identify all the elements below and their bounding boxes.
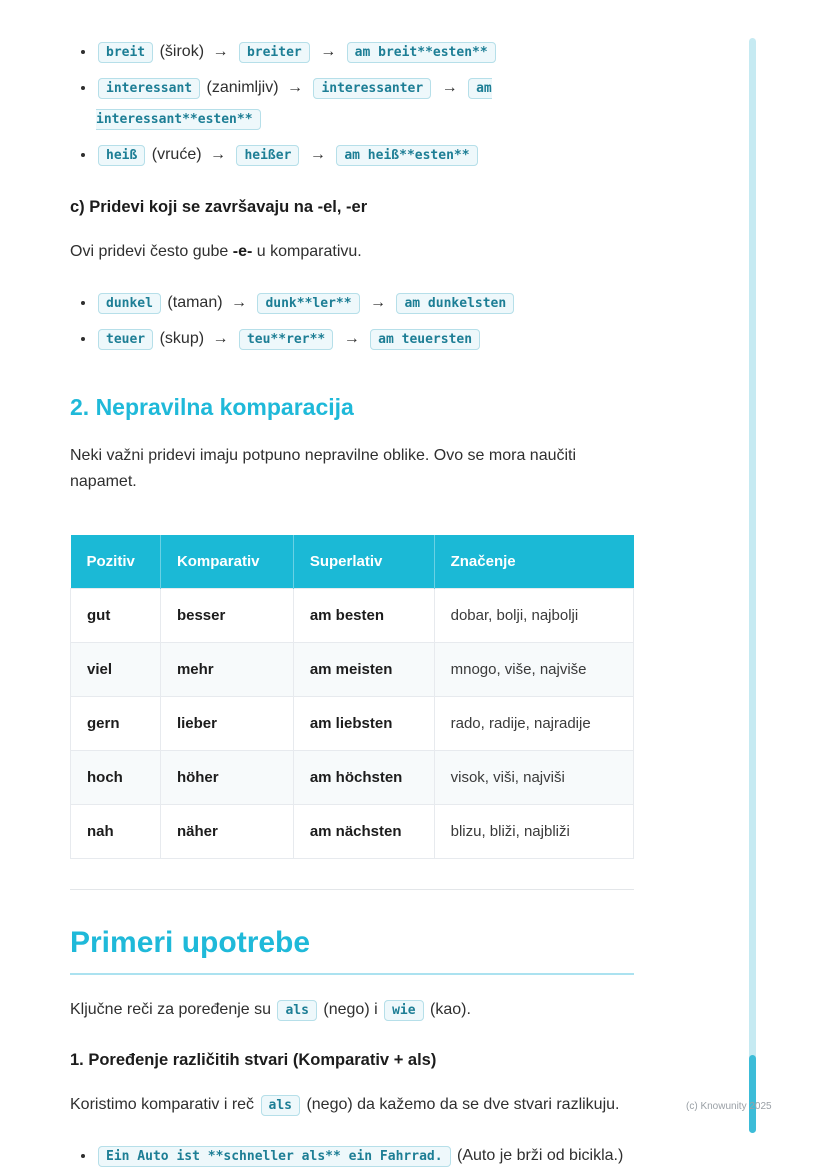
- translation-text: (taman): [167, 294, 223, 311]
- superlative-examples-list: [70, 36, 634, 170]
- table-cell: blizu, bliži, najbliži: [434, 805, 633, 859]
- arrow-text: →: [441, 79, 458, 96]
- table-cell: hoch: [71, 751, 161, 805]
- arrow-text: →: [320, 43, 337, 60]
- text-segment: u komparativu.: [256, 243, 362, 260]
- knowunity-watermark: (c) Knowunity 2025: [686, 1101, 772, 1112]
- table-cell: am meisten: [293, 643, 434, 697]
- column-header: Komparativ: [160, 535, 293, 589]
- translation-text: (vruće): [151, 146, 202, 163]
- inline-code: teuer: [98, 329, 153, 350]
- table-body: [71, 589, 634, 859]
- inline-code: am heiß**esten**: [336, 145, 477, 166]
- inline-code: interessanter: [313, 78, 431, 99]
- translation-text: (zanimljiv): [206, 79, 279, 96]
- arrow-text: →: [210, 146, 226, 163]
- text-segment: Ovi pridevi često gube: [70, 243, 229, 260]
- arrow-text: →: [343, 330, 360, 347]
- inline-code: wie: [384, 1000, 423, 1021]
- arrow-text: →: [231, 294, 247, 311]
- column-header: Značenje: [434, 535, 633, 589]
- table-row: [71, 643, 634, 697]
- document-content: [70, 0, 634, 1171]
- arrow-text: →: [212, 330, 229, 347]
- table-cell: besser: [160, 589, 293, 643]
- translation-text: (Auto je brži od bicikla.): [457, 1147, 624, 1164]
- column-header: Pozitiv: [71, 535, 161, 589]
- inline-code: interessant: [98, 78, 200, 99]
- inline-code: breit: [98, 42, 153, 63]
- arrow-text: →: [212, 43, 229, 60]
- scrollbar-thumb[interactable]: [749, 1055, 756, 1133]
- bold-text: -e-: [232, 243, 253, 260]
- arrow-text: →: [287, 79, 303, 96]
- inline-code: breiter: [239, 42, 310, 63]
- inline-code: am interessant**esten**: [96, 78, 492, 130]
- text-segment: (nego) da kažemo da se dve stvari razlikuju.: [306, 1096, 620, 1113]
- list-item: [96, 323, 634, 354]
- inline-code: teu**rer**: [239, 329, 333, 350]
- table-cell: visok, viši, najviši: [434, 751, 633, 805]
- table-cell: dobar, bolji, najbolji: [434, 589, 633, 643]
- el-er-examples-list: [70, 287, 634, 354]
- table-cell: viel: [71, 643, 161, 697]
- table-row: [71, 589, 634, 643]
- table-cell: rado, radije, najradije: [434, 697, 633, 751]
- table-cell: mnogo, više, najviše: [434, 643, 633, 697]
- list-item: [96, 72, 634, 134]
- table-cell: höher: [160, 751, 293, 805]
- table-cell: am besten: [293, 589, 434, 643]
- irregular-comparison-table: [70, 535, 634, 859]
- paragraph-comparison-als: [70, 1092, 634, 1118]
- usage-example-list: [70, 1140, 634, 1171]
- table-cell: am höchsten: [293, 751, 434, 805]
- paragraph-keywords: [70, 997, 634, 1023]
- arrow-text: →: [309, 146, 326, 163]
- section-divider: [70, 889, 634, 890]
- table-cell: nah: [71, 805, 161, 859]
- subsection-heading-el-er: c) Pridevi koji se završavaju na -el, -er: [70, 198, 368, 216]
- table-row: [71, 805, 634, 859]
- inline-code: als: [261, 1095, 300, 1116]
- inline-code: am dunkelsten: [396, 293, 514, 314]
- translation-text: (širok): [159, 43, 205, 60]
- arrow-text: →: [370, 294, 386, 311]
- list-item: [96, 1140, 634, 1171]
- paragraph-irregular-intro: Neki važni pridevi imaju potpuno nepravilne oblike. Ovo se mora naučiti napamet.: [70, 447, 577, 490]
- table-cell: am liebsten: [293, 697, 434, 751]
- text-segment: Koristimo komparativ i reč: [70, 1096, 255, 1113]
- table-cell: näher: [160, 805, 293, 859]
- page-scrollbar[interactable]: [749, 38, 756, 1133]
- inline-code: dunkel: [98, 293, 161, 314]
- table-cell: am nächsten: [293, 805, 434, 859]
- table-cell: lieber: [160, 697, 293, 751]
- inline-code: Ein Auto ist **schneller als** ein Fahrrad.: [98, 1146, 451, 1167]
- list-item: [96, 36, 634, 67]
- inline-code: am teuersten: [370, 329, 480, 350]
- translation-text: (skup): [159, 330, 205, 347]
- inline-code: heißer: [236, 145, 299, 166]
- section-heading-irregular: 2. Nepravilna komparacija: [70, 394, 354, 420]
- page-title-usage-examples: Primeri upotrebe: [70, 926, 634, 975]
- text-segment: Ključne reči za poređenje su: [70, 1001, 272, 1018]
- table-cell: mehr: [160, 643, 293, 697]
- inline-code: als: [277, 1000, 316, 1021]
- table-header-row: [71, 535, 634, 589]
- table-header: [71, 535, 634, 589]
- subsection-heading-comparison-als: 1. Poređenje različitih stvari (Komparativ + als): [70, 1051, 437, 1069]
- table-row: [71, 751, 634, 805]
- paragraph-el-er: [70, 239, 634, 265]
- text-segment: (nego) i: [323, 1001, 378, 1018]
- table-cell: gern: [71, 697, 161, 751]
- inline-code: dunk**ler**: [257, 293, 359, 314]
- text-segment: (kao).: [430, 1001, 471, 1018]
- inline-code: heiß: [98, 145, 145, 166]
- inline-code: am breit**esten**: [347, 42, 496, 63]
- list-item: [96, 139, 634, 170]
- column-header: Superlativ: [293, 535, 434, 589]
- table-cell: gut: [71, 589, 161, 643]
- table-row: [71, 697, 634, 751]
- list-item: [96, 287, 634, 318]
